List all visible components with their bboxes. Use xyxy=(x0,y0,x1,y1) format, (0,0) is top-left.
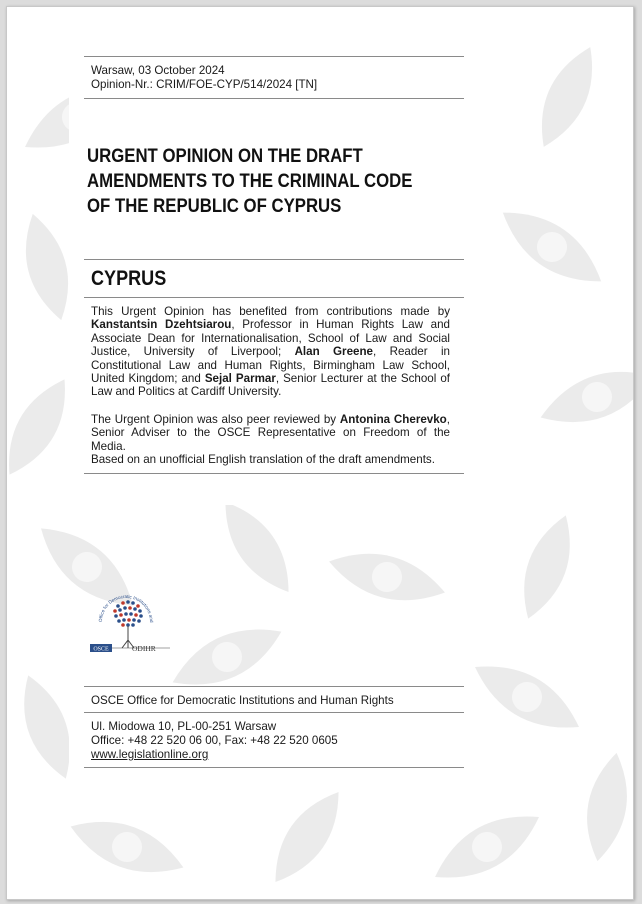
contributor-role-3: , Senior Lecturer at the School of Law and Politics at Cardiff University. xyxy=(91,372,450,399)
contributor-role-2: , Reader in Constitutional Law and Human Rights, Birmingham Law School, United Kingdom; and xyxy=(91,345,450,386)
contributions-paragraph xyxy=(91,305,450,399)
footer-contact: Office: +48 22 520 06 00, Fax: +48 22 520 0605 xyxy=(91,734,338,747)
contributor-name-3: Sejal Parmar xyxy=(204,372,276,386)
opinion-number: Opinion-Nr.: CRIM/FOE-CYP/514/2024 [TN] xyxy=(91,78,318,91)
logo-tree-dots xyxy=(113,600,143,627)
translation-note: Based on an unofficial English translation of the draft amendments. xyxy=(91,453,435,466)
title-line-2: AMENDMENTS TO THE CRIMINAL CODE xyxy=(87,170,413,192)
header-top-rule xyxy=(84,56,464,57)
contributor-role-1: , Professor in Human Rights Law and Associate Dean for Internationalisation, School of Law and Social Justice, University of Liverpool; xyxy=(91,318,450,359)
country-bottom-rule xyxy=(84,297,464,298)
logo-graphic xyxy=(88,582,172,656)
title-line-1: URGENT OPINION ON THE DRAFT xyxy=(87,145,363,167)
peer-review-intro: The Urgent Opinion was also peer reviewed by xyxy=(91,413,340,426)
peer-reviewer-name: Antonina Cherevko xyxy=(339,413,447,426)
document-title xyxy=(87,144,413,219)
footer-top-rule xyxy=(84,686,464,687)
svg-text:Office for Democratic Institut xyxy=(88,582,154,623)
odihr-label: ODIHR xyxy=(132,644,156,653)
contributor-name-1: Kanstantsin Dzehtsiarou xyxy=(91,318,232,332)
country-top-rule xyxy=(84,259,464,260)
footer-org-name: OSCE Office for Democratic Institutions and Human Rights xyxy=(91,694,394,707)
footer-middle-rule xyxy=(84,712,464,713)
logo-ring-text: Office for Democratic Institutions and xyxy=(97,593,155,623)
place-date: Warsaw, 03 October 2024 xyxy=(91,64,225,77)
osce-odihr-logo xyxy=(88,582,172,656)
peer-review-paragraph xyxy=(91,413,450,453)
header-bottom-rule xyxy=(84,98,464,99)
osce-label: OSCE xyxy=(93,646,109,653)
website-link[interactable]: www.legislationline.org xyxy=(91,748,209,761)
title-line-3: OF THE REPUBLIC OF CYPRUS xyxy=(87,195,342,217)
footer-bottom-rule xyxy=(84,767,464,768)
contributor-name-2: Alan Greene xyxy=(294,345,373,359)
content-bottom-rule xyxy=(84,473,464,474)
contributions-intro: This Urgent Opinion has benefited from contributions made by xyxy=(91,305,450,318)
country-heading: CYPRUS xyxy=(91,267,167,290)
footer-address: Ul. Miodowa 10, PL-00-251 Warsaw xyxy=(91,720,277,733)
peer-reviewer-role: , Senior Adviser to the OSCE Representative on Freedom of the Media. xyxy=(91,413,450,453)
